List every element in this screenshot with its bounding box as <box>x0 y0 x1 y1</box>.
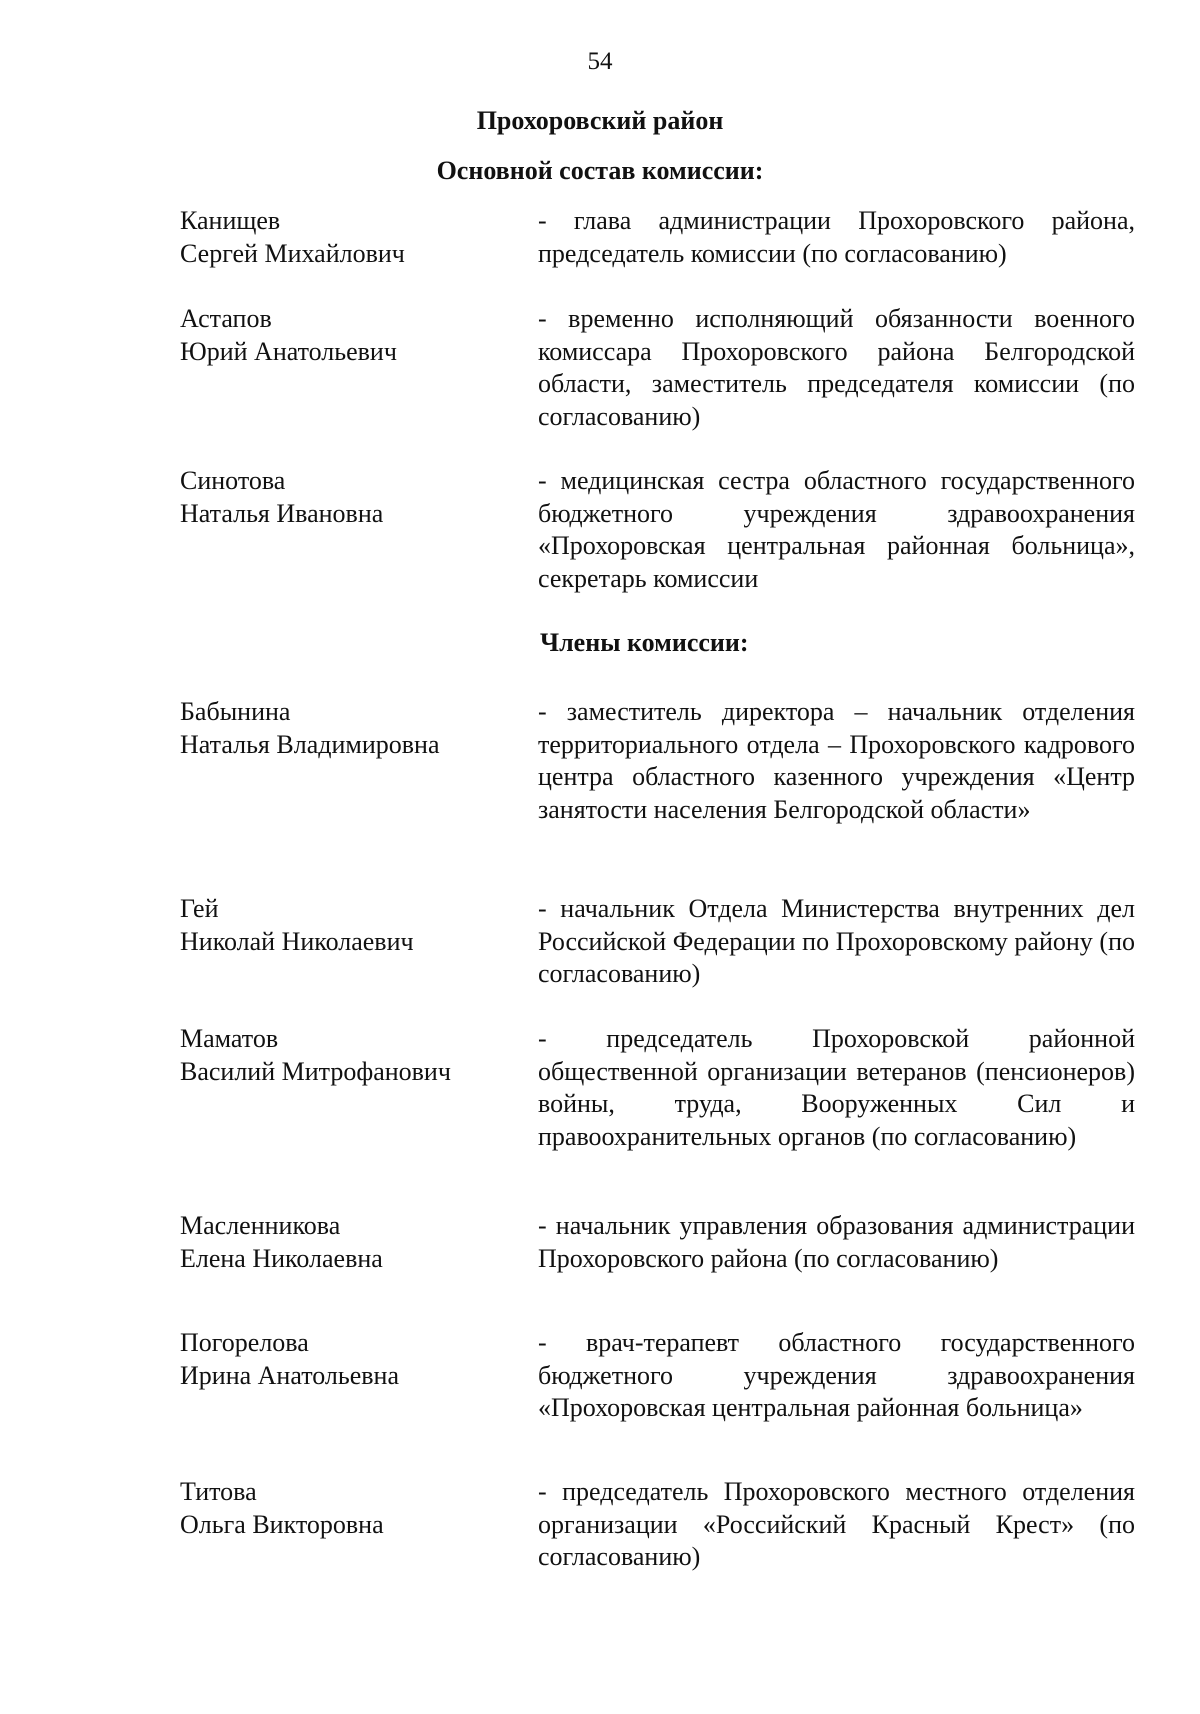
member-surname: Титова <box>180 1477 257 1506</box>
member-surname: Гей <box>180 894 219 923</box>
member-role: - начальник Отдела Министерства внутренних дел Российской Федерации по Прохоровскому району (по согласованию) <box>538 894 1135 988</box>
member-given-name: Николай Николаевич <box>180 926 414 956</box>
member-surname: Астапов <box>180 304 272 333</box>
district-title: Прохоровский район <box>476 106 724 135</box>
member-role: - врач-терапевт областного государственного бюджетного учреждения здравоохранения «Прохоровская центральная районная больница» <box>538 1328 1135 1422</box>
member-given-name: Елена Николаевна <box>180 1243 383 1273</box>
member-given-name: Наталья Ивановна <box>180 498 384 528</box>
member-given-name: Наталья Владимировна <box>180 729 440 759</box>
member-surname: Масленникова <box>180 1211 341 1240</box>
member-surname: Маматов <box>180 1024 279 1053</box>
member-name <box>180 1327 510 1392</box>
member-name <box>180 303 510 368</box>
main-composition-heading: Основной состав комиссии: <box>436 156 764 185</box>
member-name <box>180 205 510 270</box>
member-given-name: Ольга Викторовна <box>180 1509 384 1539</box>
member-role: - заместитель директора – начальник отделения территориального отдела – Прохоровского кадрового центра областного казенного учреждения «Центр занятости населения Белгородской области» <box>538 697 1135 824</box>
member-given-name: Ирина Анатольевна <box>180 1360 399 1390</box>
member-surname: Бабынина <box>180 697 291 726</box>
member-name <box>180 1476 510 1541</box>
member-name <box>180 465 510 530</box>
member-surname: Канищев <box>180 206 281 235</box>
members-heading: Члены комиссии: <box>540 628 749 657</box>
member-role: - временно исполняющий обязанности военного комиссара Прохоровского района Белгородской области, заместитель председателя комиссии (по согласованию) <box>538 304 1135 431</box>
member-name <box>180 893 510 958</box>
member-role: - начальник управления образования администрации Прохоровского района (по согласованию) <box>538 1211 1135 1273</box>
member-given-name: Василий Митрофанович <box>180 1056 451 1086</box>
member-given-name: Сергей Михайлович <box>180 238 405 268</box>
member-name <box>180 696 510 761</box>
member-name <box>180 1023 510 1088</box>
member-surname: Синотова <box>180 466 286 495</box>
member-surname: Погорелова <box>180 1328 309 1357</box>
member-role: - председатель Прохоровской районной общественной организации ветеранов (пенсионеров) войны, труда, Вооруженных Сил и правоохранительных органов (по согласованию) <box>538 1024 1135 1151</box>
member-role: - председатель Прохоровского местного отделения организации «Российский Красный Крест» (по согласованию) <box>538 1477 1135 1571</box>
member-name <box>180 1210 510 1275</box>
member-role: - глава администрации Прохоровского района, председатель комиссии (по согласованию) <box>538 206 1135 268</box>
page-number: 54 <box>587 48 613 75</box>
member-given-name: Юрий Анатольевич <box>180 336 397 366</box>
member-role: - медицинская сестра областного государственного бюджетного учреждения здравоохранения «Прохоровская центральная районная больница», секретарь комиссии <box>538 466 1135 593</box>
